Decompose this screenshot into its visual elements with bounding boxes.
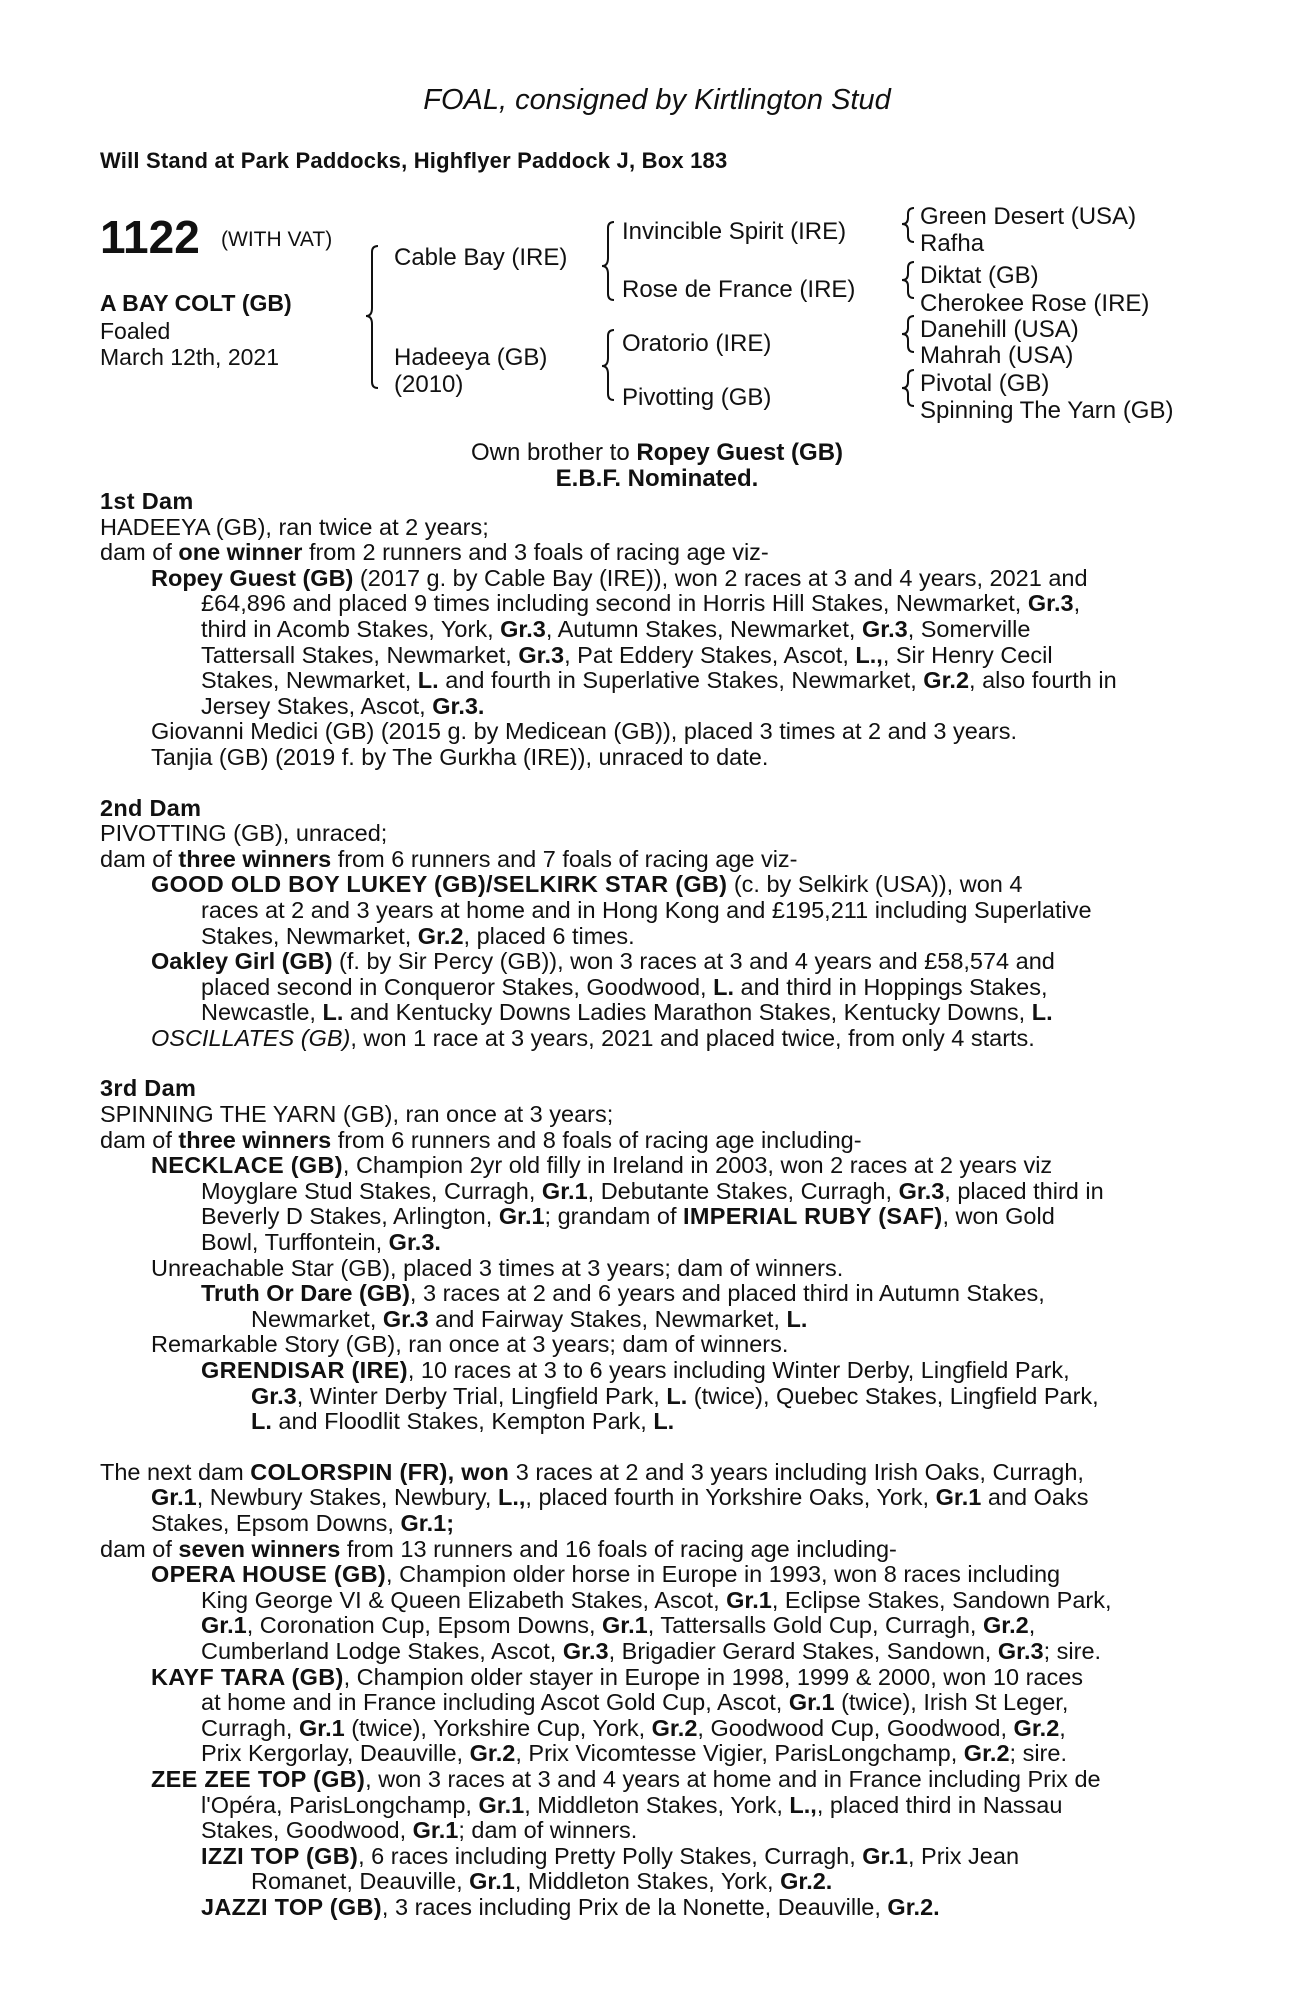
produce-unreachable-star: Unreachable Star (GB), placed 3 times at 3 years; dam of winners. [151,1254,844,1281]
text-line: Stakes, Epsom Downs, Gr.1; [151,1509,455,1536]
lot-description: A BAY COLT (GB) [100,290,292,316]
produce-oscillates: OSCILLATES (GB), won 1 race at 3 years, 2021 and placed twice, from only 4 starts. [151,1024,1035,1051]
gg-dam-2: Cherokee Rose (IRE) [920,290,1150,317]
text-line: third in Acomb Stakes, York, Gr.3, Autumn Stakes, Newmarket, Gr.3, Somerville [201,615,1031,642]
text-line: Moyglare Stud Stakes, Curragh, Gr.1, Debutante Stakes, Curragh, Gr.3, placed third in [201,1177,1104,1204]
text-line: Newmarket, Gr.3 and Fairway Stakes, Newmarket, L. [251,1305,808,1332]
produce-jazzi-top: JAZZI TOP (GB), 3 races including Prix de la Nonette, Deauville, Gr.2. [201,1893,940,1920]
dam-name: Hadeeya (GB) [394,344,548,371]
produce-zee-zee-top: ZEE ZEE TOP (GB), won 3 races at 3 and 4 years at home and in France including Prix de [151,1765,1101,1792]
text-line: Stakes, Goodwood, Gr.1; dam of winners. [201,1817,638,1844]
gg-dam-3: Mahrah (USA) [920,342,1074,369]
consignment-title: FOAL, consigned by Kirtlington Stud [423,84,891,116]
text-line: placed second in Conqueror Stakes, Goodwood, L. and third in Hoppings Stakes, [201,973,1048,1000]
gg-dam-4: Spinning The Yarn (GB) [920,397,1174,424]
produce-necklace: NECKLACE (GB), Champion 2yr old filly in Ireland in 2003, won 2 races at 2 years viz [151,1152,1053,1179]
vat-note: (WITH VAT) [221,228,333,251]
text-line: Newcastle, L. and Kentucky Downs Ladies Marathon Stakes, Kentucky Downs, L. [201,999,1053,1026]
dam1-summary: dam of one winner from 2 runners and 3 foals of racing age viz- [100,539,769,566]
produce-ropey-guest: Ropey Guest (GB) (2017 g. by Cable Bay (IRE)), won 2 races at 3 and 4 years, 2021 and [151,564,1088,591]
text-line: Stakes, Newmarket, L. and fourth in Superlative Stakes, Newmarket, Gr.2, also fourth in [201,667,1117,694]
text-line: l'Opéra, ParisLongchamp, Gr.1, Middleton Stakes, York, L.,, placed third in Nassau [201,1791,1063,1818]
text-line: Tattersall Stakes, Newmarket, Gr.3, Pat Eddery Stakes, Ascot, L.,, Sir Henry Cecil [201,641,1053,668]
foaled-label: Foaled [100,318,171,344]
dam3-heading: 3rd Dam [100,1075,197,1102]
produce-tanjia: Tanjia (GB) (2019 f. by The Gurkha (IRE)), unraced to date. [151,743,769,770]
text-line: Curragh, Gr.1 (twice), Yorkshire Cup, York, Gr.2, Goodwood Cup, Goodwood, Gr.2, [201,1714,1066,1741]
dam2-summary: dam of three winners from 6 runners and 7 foals of racing age viz- [100,845,798,872]
produce-remarkable-story: Remarkable Story (GB), ran once at 3 years; dam of winners. [151,1331,789,1358]
produce-izzi-top: IZZI TOP (GB), 6 races including Pretty Polly Stakes, Curragh, Gr.1, Prix Jean [201,1842,1020,1869]
dam1-line: HADEEYA (GB), ran twice at 2 years; [100,513,489,540]
sire-dam-name: Rose de France (IRE) [622,276,856,303]
dam1-heading: 1st Dam [100,488,194,514]
dam2-line: PIVOTTING (GB), unraced; [100,820,388,847]
produce-grendisar: GRENDISAR (IRE), 10 races at 3 to 6 years including Winter Derby, Lingfield Park, [201,1357,1070,1383]
dam-dam-name: Pivotting (GB) [622,384,772,411]
dam3-line: SPINNING THE YARN (GB), ran once at 3 years; [100,1101,614,1128]
text-line: at home and in France including Ascot Gold Cup, Ascot, Gr.1 (twice), Irish St Leger, [201,1689,1069,1716]
produce-oakley-girl: Oakley Girl (GB) (f. by Sir Percy (GB)), won 3 races at 3 and 4 years and £58,574 and [151,948,1055,975]
text-line: Prix Kergorlay, Deauville, Gr.2, Prix Vicomtesse Vigier, ParisLongchamp, Gr.2; sire. [201,1740,1067,1767]
text-line: Stakes, Newmarket, Gr.2, placed 6 times. [201,922,635,949]
next-dam-summary: dam of seven winners from 13 runners and 16 foals of racing age including- [100,1535,897,1562]
next-dam-line: The next dam COLORSPIN (FR), won 3 races at 2 and 3 years including Irish Oaks, Curragh, [100,1458,1084,1485]
produce-opera-house: OPERA HOUSE (GB), Champion older horse in Europe in 1993, won 8 races including [151,1561,1061,1588]
text-line: Jersey Stakes, Ascot, Gr.3. [201,692,485,719]
gg-sire-2: Diktat (GB) [920,262,1039,289]
sire-sire-name: Invincible Spirit (IRE) [622,218,847,245]
produce-good-old-boy-lukey: GOOD OLD BOY LUKEY (GB)/SELKIRK STAR (GB) (c. by Selkirk (USA)), won 4 [151,871,1023,898]
stand-location: Will Stand at Park Paddocks, Highflyer Paddock J, Box 183 [100,148,728,173]
text-line: £64,896 and placed 9 times including second in Horris Hill Stakes, Newmarket, Gr.3, [201,590,1081,617]
foaled-date: March 12th, 2021 [100,344,280,370]
text-line: Beverly D Stakes, Arlington, Gr.1; grandam of IMPERIAL RUBY (SAF), won Gold [201,1203,1055,1230]
ebf-note: E.B.F. Nominated. [555,465,759,492]
text-line: L. and Floodlit Stakes, Kempton Park, L. [251,1408,675,1435]
produce-record [100,489,1206,1920]
gg-sire-1: Green Desert (USA) [920,203,1137,230]
text-line: Gr.1, Coronation Cup, Epsom Downs, Gr.1, Tattersalls Gold Cup, Curragh, Gr.2, [201,1612,1036,1639]
dam3-summary: dam of three winners from 6 runners and 8 foals of racing age including- [100,1126,862,1153]
dam-year: (2010) [394,371,464,398]
text-line: Gr.3, Winter Derby Trial, Lingfield Park, L. (twice), Quebec Stakes, Lingfield Park, [251,1382,1099,1409]
dam-sire-name: Oratorio (IRE) [622,330,772,357]
lot-number: 1122 [100,211,200,263]
gg-dam-1: Rafha [920,230,985,257]
text-line: King George VI & Queen Elizabeth Stakes, Ascot, Gr.1, Eclipse Stakes, Sandown Park, [201,1586,1112,1613]
produce-truth-or-dare: Truth Or Dare (GB), 3 races at 2 and 6 years and placed third in Autumn Stakes, [201,1280,1045,1307]
sire-name: Cable Bay (IRE) [394,244,568,271]
produce-giovanni-medici: Giovanni Medici (GB) (2015 g. by Medicean (GB)), placed 3 times at 2 and 3 years. [151,718,1017,745]
dam2-heading: 2nd Dam [100,794,202,821]
gg-sire-3: Danehill (USA) [920,316,1079,343]
text-line: Cumberland Lodge Stakes, Ascot, Gr.3, Brigadier Gerard Stakes, Sandown, Gr.3; sire. [201,1637,1102,1664]
text-line: Gr.1, Newbury Stakes, Newbury, L.,, placed fourth in Yorkshire Oaks, York, Gr.1 and Oaks [151,1484,1089,1511]
gg-sire-4: Pivotal (GB) [920,370,1050,397]
own-brother-note: Own brother to Ropey Guest (GB) [470,439,844,466]
text-line: Romanet, Deauville, Gr.1, Middleton Stakes, York, Gr.2. [251,1868,833,1895]
text-line: Bowl, Turffontein, Gr.3. [201,1229,441,1256]
produce-kayf-tara: KAYF TARA (GB), Champion older stayer in Europe in 1998, 1999 & 2000, won 10 races [151,1663,1084,1690]
text-line: races at 2 and 3 years at home and in Hong Kong and £195,211 including Superlative [201,896,1092,923]
